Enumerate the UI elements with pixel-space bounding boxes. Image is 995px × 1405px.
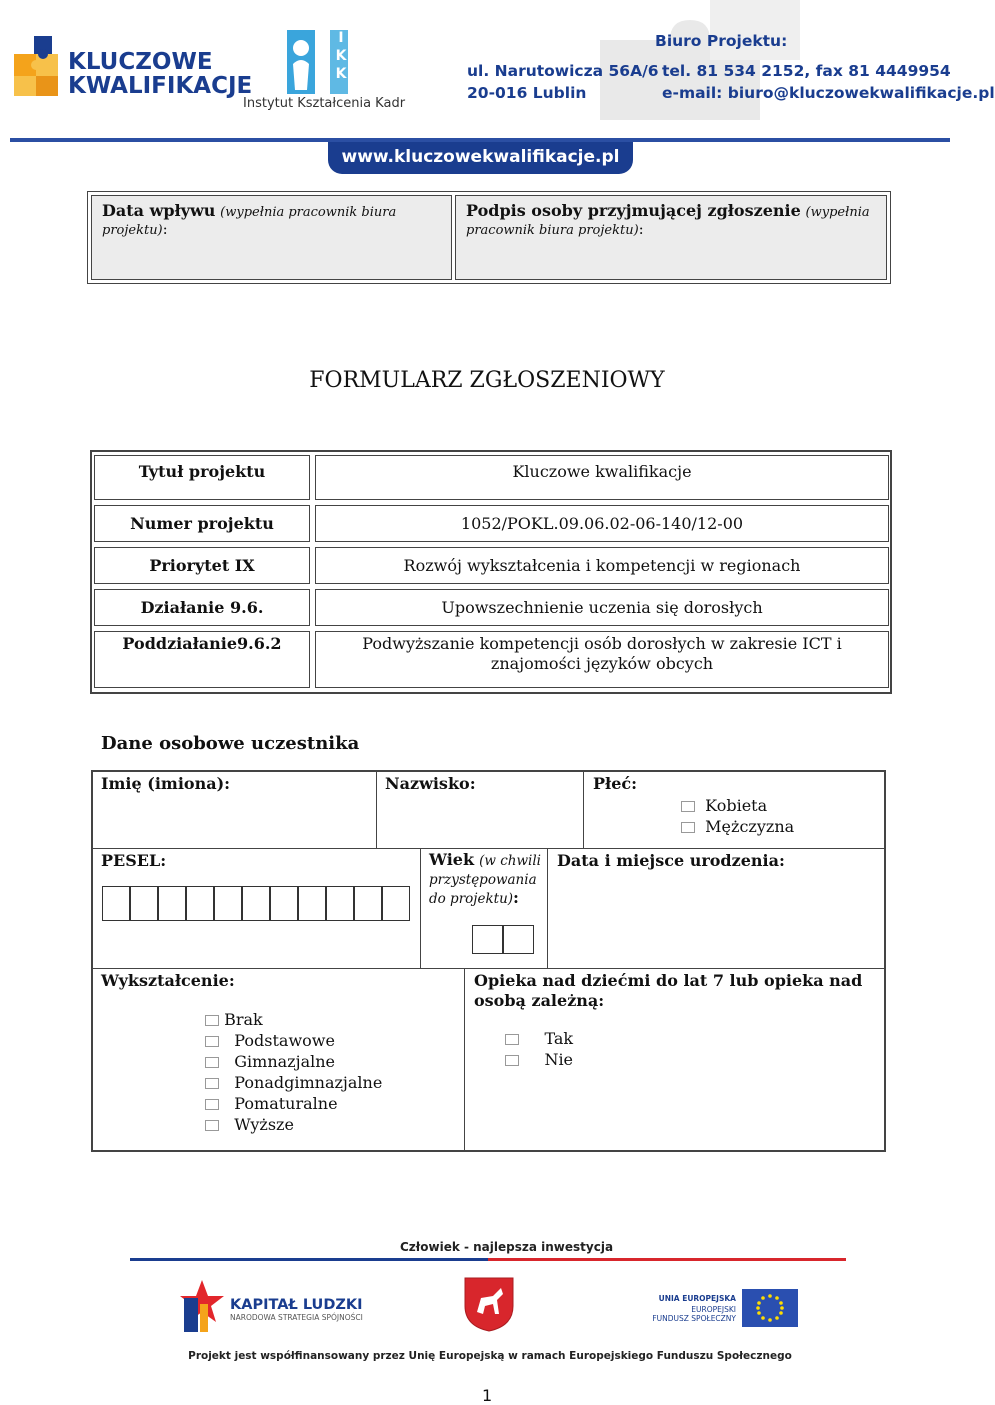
personal-form	[91, 770, 886, 1152]
project-title-value: Kluczowe kwalifikacje	[315, 455, 889, 500]
project-number-value: 1052/POKL.09.06.02-06-140/12-00	[315, 505, 889, 542]
education-option-primary[interactable]	[205, 1030, 335, 1051]
address-line-2: 20-016 Lublin	[467, 84, 587, 102]
age-label-block	[429, 851, 544, 908]
education-field	[93, 969, 465, 1150]
website-link[interactable]: www.kluczowekwalifikacje.pl	[328, 142, 633, 174]
pesel-field	[93, 849, 421, 969]
puzzle-logo-icon	[10, 34, 66, 98]
pesel-label: PESEL:	[101, 851, 167, 870]
receipt-box	[87, 191, 891, 284]
project-number-label: Numer projektu	[94, 505, 310, 542]
subaction-value: Podwyższanie kompetencji osób dorosłych w zakresie ICT i znajomości języków obcych	[315, 631, 889, 688]
pesel-digit-box[interactable]	[326, 886, 354, 921]
email-line: e-mail: biuro@kluczowekwalifikacje.pl	[662, 84, 995, 102]
receipt-sign-note: (wypełnia pracownik biura projektu)	[466, 205, 870, 238]
eu-flag-icon	[742, 1289, 798, 1327]
sex-option-label: Mężczyzna	[705, 817, 795, 836]
pesel-digit-box[interactable]	[158, 886, 186, 921]
last-name-label: Nazwisko:	[385, 774, 476, 793]
education-option-label: Gimnazjalne	[234, 1052, 335, 1071]
logo-line-1: KLUCZOWE	[68, 49, 213, 75]
education-option-none[interactable]	[205, 1009, 263, 1030]
page-number: 1	[482, 1386, 493, 1405]
age-digit-boxes	[472, 925, 534, 955]
pesel-digit-box[interactable]	[270, 886, 298, 921]
receipt-sign-label: Podpis osoby przyjmującej zgłoszenie	[466, 201, 801, 220]
office-title: Biuro Projektu:	[655, 32, 788, 50]
birth-label: Data i miejsce urodzenia:	[557, 851, 785, 870]
footer-divider	[130, 1258, 846, 1261]
education-option-label: Brak	[224, 1010, 263, 1029]
education-option-label: Wyższe	[234, 1115, 294, 1134]
logo-line-2: KWALIFIKACJE	[68, 73, 253, 99]
education-label: Wykształcenie:	[101, 971, 235, 990]
pesel-digit-boxes	[102, 886, 412, 923]
care-option-label: Tak	[544, 1029, 574, 1048]
kl-subtitle: NARODOWA STRATEGIA SPÓJNOŚCI	[230, 1313, 363, 1322]
age-digit-box[interactable]	[503, 925, 534, 954]
education-option-upper-secondary[interactable]	[205, 1072, 382, 1093]
project-title-label: Tytuł projektu	[94, 455, 310, 500]
coat-of-arms-icon	[463, 1276, 515, 1332]
receipt-date-note: (wypełnia pracownik biura projektu)	[102, 205, 397, 238]
birth-field[interactable]	[548, 849, 884, 969]
receipt-sign-colon: :	[638, 220, 644, 238]
kl-title: KAPITAŁ LUDZKI	[230, 1297, 363, 1313]
checkbox-icon[interactable]	[205, 1120, 219, 1131]
project-table	[90, 450, 892, 694]
priority-value: Rozwój wykształcenia i kompetencji w regionach	[315, 547, 889, 584]
sex-field	[584, 772, 884, 849]
checkbox-icon[interactable]	[205, 1099, 219, 1110]
sex-option-male[interactable]	[681, 816, 794, 837]
ikk-letter-column	[330, 30, 348, 94]
care-label: Opieka nad dziećmi do lat 7 lub opieka nad osobą zależną:	[474, 971, 863, 1010]
pesel-digit-box[interactable]	[102, 886, 130, 921]
checkbox-icon[interactable]	[205, 1078, 219, 1089]
receipt-date-colon: :	[162, 220, 168, 238]
pesel-digit-box[interactable]	[242, 886, 270, 921]
checkbox-icon[interactable]	[505, 1055, 519, 1066]
education-option-label: Ponadgimnazjalne	[234, 1073, 383, 1092]
receipt-date-cell[interactable]	[91, 195, 452, 280]
checkbox-icon[interactable]	[205, 1036, 219, 1047]
ikk-letters: IKK	[333, 30, 349, 84]
subaction-label: Poddziałanie9.6.2	[94, 631, 310, 688]
cofinance-note: Projekt jest współfinansowany przez Unię Europejską w ramach Europejskiego Funduszu Społecznego	[188, 1350, 792, 1362]
eu-line-2: EUROPEJSKI	[691, 1305, 736, 1314]
eu-line-3: FUNDUSZ SPOŁECZNY	[652, 1314, 736, 1323]
eu-line-1: UNIA EUROPEJSKA	[658, 1294, 736, 1303]
care-field	[465, 969, 884, 1150]
first-name-field[interactable]	[93, 772, 377, 849]
age-colon: :	[513, 888, 519, 907]
sex-option-label: Kobieta	[705, 796, 768, 815]
footer-slogan: Człowiek - najlepsza inwestycja	[400, 1240, 614, 1254]
address-line-1: ul. Narutowicza 56A/6	[467, 62, 659, 80]
age-note: (w chwili przystępowania do projektu)	[429, 853, 542, 907]
sex-label: Płeć:	[593, 774, 638, 793]
kapital-ludzki-logo-icon	[180, 1278, 224, 1334]
care-option-yes[interactable]	[505, 1028, 573, 1049]
last-name-field[interactable]	[377, 772, 584, 849]
checkbox-icon[interactable]	[681, 801, 695, 812]
checkbox-icon[interactable]	[205, 1057, 219, 1068]
action-value: Upowszechnienie uczenia się dorosłych	[315, 589, 889, 626]
ikk-name: Instytut Kształcenia Kadr	[243, 96, 406, 111]
logo-text	[68, 50, 252, 98]
checkbox-icon[interactable]	[681, 822, 695, 833]
priority-label: Priorytet IX	[94, 547, 310, 584]
checkbox-icon[interactable]	[505, 1034, 519, 1045]
pesel-digit-box[interactable]	[130, 886, 158, 921]
receipt-sign-cell[interactable]	[455, 195, 887, 280]
education-option-post-secondary[interactable]	[205, 1093, 338, 1114]
personal-section-title: Dane osobowe uczestnika	[101, 733, 360, 754]
age-label: Wiek	[429, 850, 475, 869]
pesel-digit-box[interactable]	[186, 886, 214, 921]
pesel-digit-box[interactable]	[214, 886, 242, 921]
pesel-digit-box[interactable]	[298, 886, 326, 921]
pesel-digit-box[interactable]	[382, 886, 410, 921]
sex-option-female[interactable]	[681, 795, 767, 816]
receipt-date-label: Data wpływu	[102, 201, 216, 220]
age-digit-box[interactable]	[472, 925, 503, 954]
action-label: Działanie 9.6.	[94, 589, 310, 626]
education-option-label: Pomaturalne	[234, 1094, 338, 1113]
care-option-label: Nie	[544, 1050, 574, 1069]
phone-line: tel. 81 534 2152, fax 81 4449954	[662, 62, 951, 80]
education-option-label: Podstawowe	[234, 1031, 335, 1050]
pesel-digit-box[interactable]	[354, 886, 382, 921]
first-name-label: Imię (imiona):	[101, 774, 231, 793]
education-option-higher[interactable]	[205, 1114, 294, 1135]
care-option-no[interactable]	[505, 1049, 573, 1070]
form-title: FORMULARZ ZGŁOSZENIOWY	[309, 368, 665, 393]
age-field	[421, 849, 548, 969]
education-option-lower-secondary[interactable]	[205, 1051, 335, 1072]
checkbox-icon[interactable]	[205, 1015, 219, 1026]
